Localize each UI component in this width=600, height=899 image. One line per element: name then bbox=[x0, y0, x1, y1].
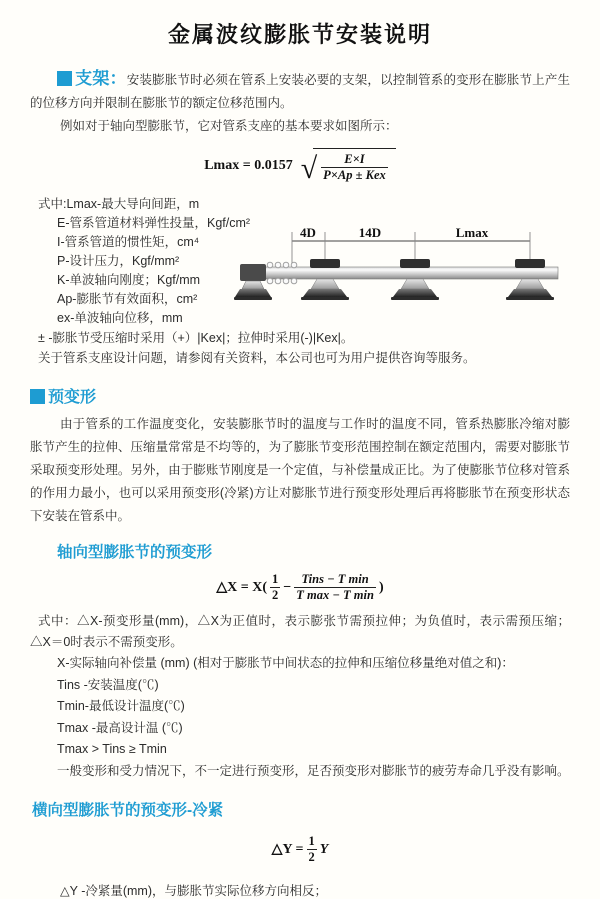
page-title: 金属波纹膨胀节安装说明 bbox=[167, 22, 432, 47]
support-example-line: 例如对于轴向型膨胀节，它对管系支座的基本要求如图所示： bbox=[60, 119, 398, 133]
blue-square-bullet-icon bbox=[57, 71, 72, 86]
lateral-preform-heading: 横向型膨胀节的预变形-冷紧 bbox=[32, 802, 224, 819]
lateral-formula-denominator: 2 bbox=[308, 850, 315, 864]
radical-symbol: √ bbox=[300, 151, 318, 185]
lateral-formula-numerator: 1 bbox=[308, 834, 315, 848]
definition-line: Ap-膨胀节有效面积，cm² bbox=[57, 292, 198, 306]
axial-definitions-list bbox=[30, 653, 570, 782]
lmax-formula-numerator: E×I bbox=[344, 152, 365, 166]
pipe-support-diagram bbox=[240, 225, 592, 327]
axial-definition-line: X-实际轴向补偿量 (mm) (相对于膨胀节中间状态的拉伸和压缩位移量绝对值之和)： bbox=[57, 656, 514, 670]
lmax-formula-lhs: Lmax = 0.0157 bbox=[204, 157, 293, 173]
axial-formula-post: ) bbox=[378, 579, 384, 595]
preform-section-label: 预变形 bbox=[48, 389, 97, 406]
radical bbox=[301, 148, 396, 183]
axial-formula-explanation: 式中：△X-预变形量(mm)，△X为正值时，表示膨张节需预拉伸；为负值时，表示需预压缩；△X＝0时表示不需预变形。 bbox=[30, 614, 570, 649]
lateral-formula-post: Y bbox=[319, 841, 329, 857]
dimension-label-4d: 4D bbox=[300, 225, 316, 240]
guide-support bbox=[301, 259, 349, 300]
axial-preform-formula bbox=[30, 572, 570, 603]
axial-definition-line: Tmin-最低设计温度(℃) bbox=[57, 699, 185, 713]
definition-line: P-设计压力，Kgf/mm² bbox=[57, 254, 180, 268]
axial-definition-line: Tmax -最高设计温 (℃) bbox=[57, 720, 183, 735]
axial-preform-heading: 轴向型膨胀节的预变形 bbox=[57, 544, 213, 561]
guide-support bbox=[506, 259, 554, 300]
blue-square-bullet-icon bbox=[30, 389, 45, 404]
plus-minus-note: ± -膨胀节受压缩时采用（+）|Kex|；拉伸时采用(-)|Kex|。 bbox=[38, 331, 354, 345]
half-denominator: 2 bbox=[272, 588, 279, 602]
definitions-and-diagram bbox=[30, 195, 570, 328]
dimension-label-lmax: Lmax bbox=[455, 225, 489, 240]
preform-paragraph: 由于管系的工作温度变化，安装膨胀节时的温度与工作时的温度不同，管系热膨胀冷缩对膨胀节产生的拉伸、压缩量常常是不均等的，为了膨胀节变形范围控制在额定范围内，需要对膨胀节采取预变形处理。另外，由于膨账节刚度是一个定值，与补偿量成正比。为了使膨胀节位移对管系的作用力最小，也可以采用预变形(冷紧)方让对膨胀节进行预变形处理后再将膨胀节在预变形状态下安装在管系中。 bbox=[30, 417, 570, 523]
support-section-label: 支架： bbox=[75, 69, 127, 88]
support-paragraph bbox=[30, 67, 570, 115]
axial-formula-denominator: T max − T min bbox=[296, 588, 374, 602]
support-paragraph-text: 安装膨胀节时必须在管系上安装必要的支架，以控制管系的变形在膨胀节上产生的位移方向并限制在膨胀节的额定位移范围内。 bbox=[30, 73, 570, 110]
axial-formula-pre: △X = X( bbox=[216, 580, 267, 595]
lmax-formula bbox=[30, 148, 570, 183]
axial-formula-numerator: Tins − T min bbox=[301, 572, 369, 586]
dimension-label-14d: 14D bbox=[358, 225, 382, 240]
definition-line: ex-单波轴向位移，mm bbox=[57, 311, 183, 325]
axial-general-note: 一般变形和受力情况下，不一定进行预变形，足否预变形对膨胀节的疲劳寿命几乎没有影响。 bbox=[57, 763, 570, 778]
preform-section-heading bbox=[30, 384, 570, 407]
guide-support bbox=[391, 259, 439, 300]
service-note: 关于管系支座设计问题，请参阅有关资料，本公司也可为用户提供咨询等服务。 bbox=[38, 351, 476, 365]
pipe bbox=[246, 267, 558, 279]
lmax-formula-denominator: P×Ap ± Kex bbox=[323, 168, 386, 182]
definition-line: K-单波轴向刚度；Kgf/mm bbox=[57, 273, 201, 287]
axial-definition-line: Tmax > Tins ≥ Tmin bbox=[57, 742, 167, 756]
definition-line: 式中:Lmax-最大导向间距，m bbox=[38, 197, 200, 211]
axial-definition-line: Tins -安装温度(℃) bbox=[57, 677, 159, 692]
definition-line: I-管系管道的惯性矩，cm⁴ bbox=[57, 235, 200, 249]
definition-line: E-管系管道材料弹性投量，Kgf/cm² bbox=[57, 216, 251, 230]
lateral-formula-pre: △Y = bbox=[271, 842, 304, 857]
half-numerator: 1 bbox=[272, 572, 279, 586]
axial-formula-minus: − bbox=[283, 579, 292, 595]
lateral-preform-formula bbox=[30, 834, 570, 865]
lateral-definition-line: △Y -冷紧量(mm)，与膨胀节实际位移方向相反； bbox=[60, 884, 328, 898]
